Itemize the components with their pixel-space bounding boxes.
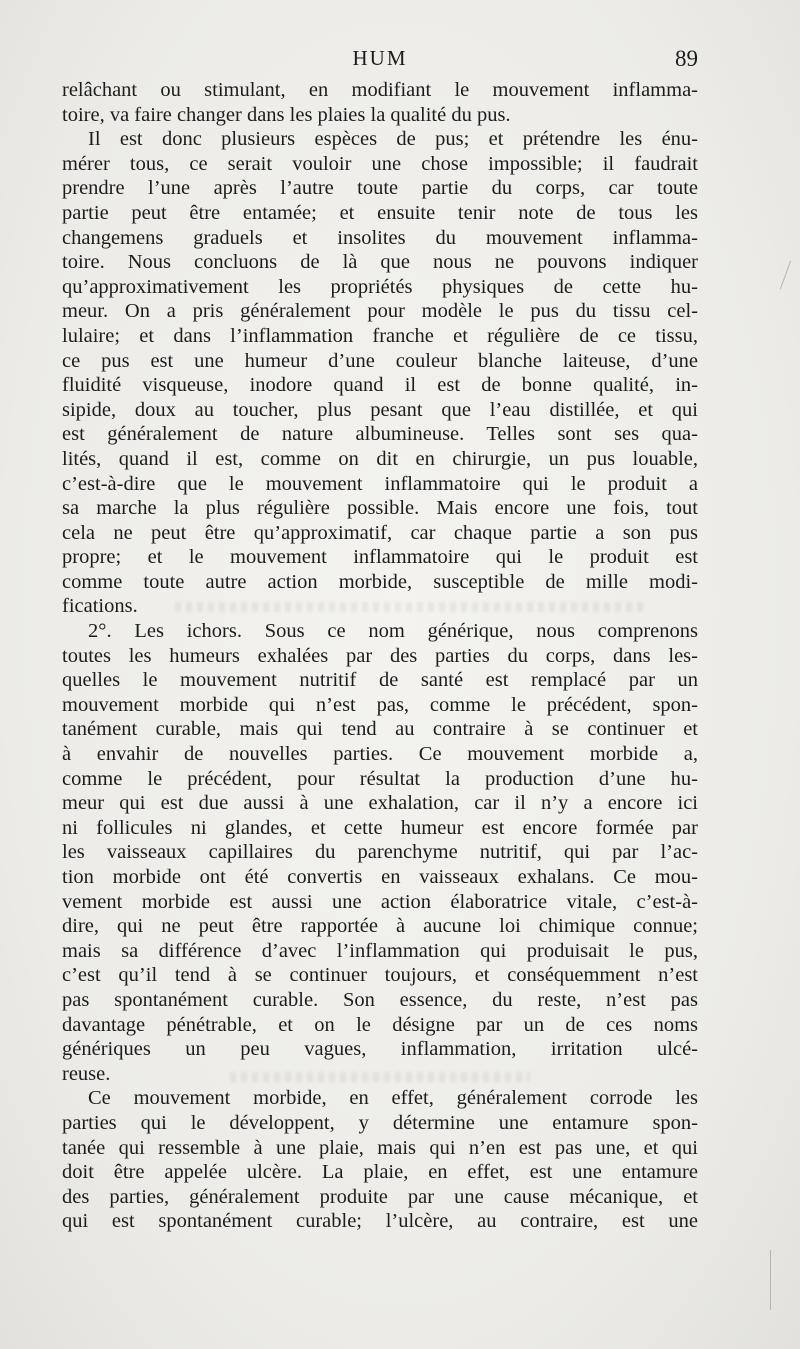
text-line: sipide, doux au toucher, plus pesant que l’eau distillée, et qui bbox=[62, 398, 698, 421]
text-line: mérer tous, ce serait vouloir une chose impossible; il faudrait bbox=[62, 152, 698, 175]
text-line: 2°. Les ichors. Sous ce nom générique, nous comprenons bbox=[88, 620, 698, 643]
text-line: des parties, généralement produite par une cause mécanique, et bbox=[62, 1185, 698, 1208]
text-line: tanée qui ressemble à une plaie, mais qui n’en est pas une, et qui bbox=[62, 1136, 698, 1159]
text-line: c’est-à-dire que le mouvement inflammatoire qui le produit a bbox=[62, 472, 698, 495]
text-line: sa marche la plus régulière possible. Mais encore une fois, tout bbox=[62, 497, 698, 520]
text-line: doit être appelée ulcère. La plaie, en effet, est une entamure bbox=[62, 1161, 698, 1184]
text-line: c’est qu’il tend à se continuer toujours, et conséquemment n’est bbox=[62, 964, 698, 987]
text-line: propre; et le mouvement inflammatoire qui le produit est bbox=[62, 546, 698, 569]
text-line: tion morbide ont été convertis en vaisseaux exhalans. Ce mou- bbox=[62, 866, 698, 888]
running-title: HUM bbox=[352, 46, 408, 70]
text-line: toutes les humeurs exhalées par des parties du corps, dans les- bbox=[62, 644, 698, 667]
text-line: davantage pénétrable, et on le désigne par un de ces noms bbox=[62, 1013, 698, 1036]
text-line: fications. bbox=[62, 595, 138, 618]
text-line: reuse. bbox=[62, 1062, 111, 1085]
text-line: pas spontanément curable. Son essence, du reste, n’est pas bbox=[62, 988, 698, 1011]
page-number: 89 bbox=[675, 46, 698, 71]
text-line: quelles le mouvement nutritif de santé est remplacé par un bbox=[62, 669, 698, 692]
text-line: meur. On a pris généralement pour modèle le pus du tissu cel- bbox=[62, 300, 698, 323]
text-line: est généralement de nature albumineuse. Telles sont ses qua- bbox=[62, 423, 698, 446]
text-line: toire, va faire changer dans les plaies la qualité du pus. bbox=[62, 103, 511, 126]
text-line: cela ne peut être qu’approximatif, car chaque partie a son pus bbox=[62, 521, 698, 544]
text-line: Ce mouvement morbide, en effet, généralement corrode les bbox=[88, 1087, 698, 1110]
text-line: qui est spontanément curable; l’ulcère, au contraire, est une bbox=[62, 1210, 698, 1233]
paper-edge-mark bbox=[780, 261, 791, 290]
text-line: tanément curable, mais qui tend au contraire à se continuer et bbox=[62, 718, 698, 741]
text-line: qu’approximativement les propriétés physiques de cette hu- bbox=[62, 275, 698, 298]
text-line: fluidité visqueuse, inodore quand il est de bonne qualité, in- bbox=[62, 374, 698, 397]
text-line: relâchant ou stimulant, en modifiant le mouvement inflamma- bbox=[62, 79, 698, 101]
text-line: parties qui le développent, y détermine une entamure spon- bbox=[62, 1111, 698, 1134]
text-line: vement morbide est aussi une action élaboratrice vitale, c’est-à- bbox=[62, 890, 698, 913]
body-text bbox=[62, 78, 698, 1234]
text-line: mouvement morbide qui n’est pas, comme le précédent, spon- bbox=[62, 693, 698, 716]
text-line: génériques un peu vagues, inflammation, irritation ulcé- bbox=[62, 1038, 698, 1061]
text-line: lulaire; et dans l’inflammation franche et régulière de ce tissu, bbox=[62, 324, 698, 347]
text-line: partie peut être entamée; et ensuite tenir note de tous les bbox=[62, 201, 698, 224]
text-line: Il est donc plusieurs espèces de pus; et prétendre les énu- bbox=[88, 128, 698, 151]
running-head bbox=[62, 46, 698, 76]
text-line: les vaisseaux capillaires du parenchyme nutritif, qui par l’ac- bbox=[62, 841, 698, 864]
text-line: dire, qui ne peut être rapportée à aucune loi chimique connue; bbox=[62, 915, 698, 938]
text-line: prendre l’une après l’autre toute partie du corps, car toute bbox=[62, 177, 698, 200]
text-line: comme le précédent, pour résultat la production d’une hu- bbox=[62, 767, 698, 790]
text-line: mais sa différence d’avec l’inflammation qui produisait le pus, bbox=[62, 939, 698, 962]
text-line: lités, quand il est, comme on dit en chirurgie, un pus louable, bbox=[62, 447, 698, 470]
paper-edge-mark bbox=[770, 1250, 771, 1310]
text-line: comme toute autre action morbide, susceptible de mille modi- bbox=[62, 570, 698, 593]
text-line: changemens graduels et insolites du mouvement inflamma- bbox=[62, 226, 698, 249]
text-line: meur qui est due aussi à une exhalation, car il n’y a encore ici bbox=[62, 792, 698, 815]
text-line: à envahir de nouvelles parties. Ce mouvement morbide a, bbox=[62, 743, 698, 766]
text-line: ni follicules ni glandes, et cette humeur est encore formée par bbox=[62, 816, 698, 839]
text-line: ce pus est une humeur d’une couleur blanche laiteuse, d’une bbox=[62, 349, 698, 372]
text-line: toire. Nous concluons de là que nous ne pouvons indiquer bbox=[62, 251, 698, 274]
